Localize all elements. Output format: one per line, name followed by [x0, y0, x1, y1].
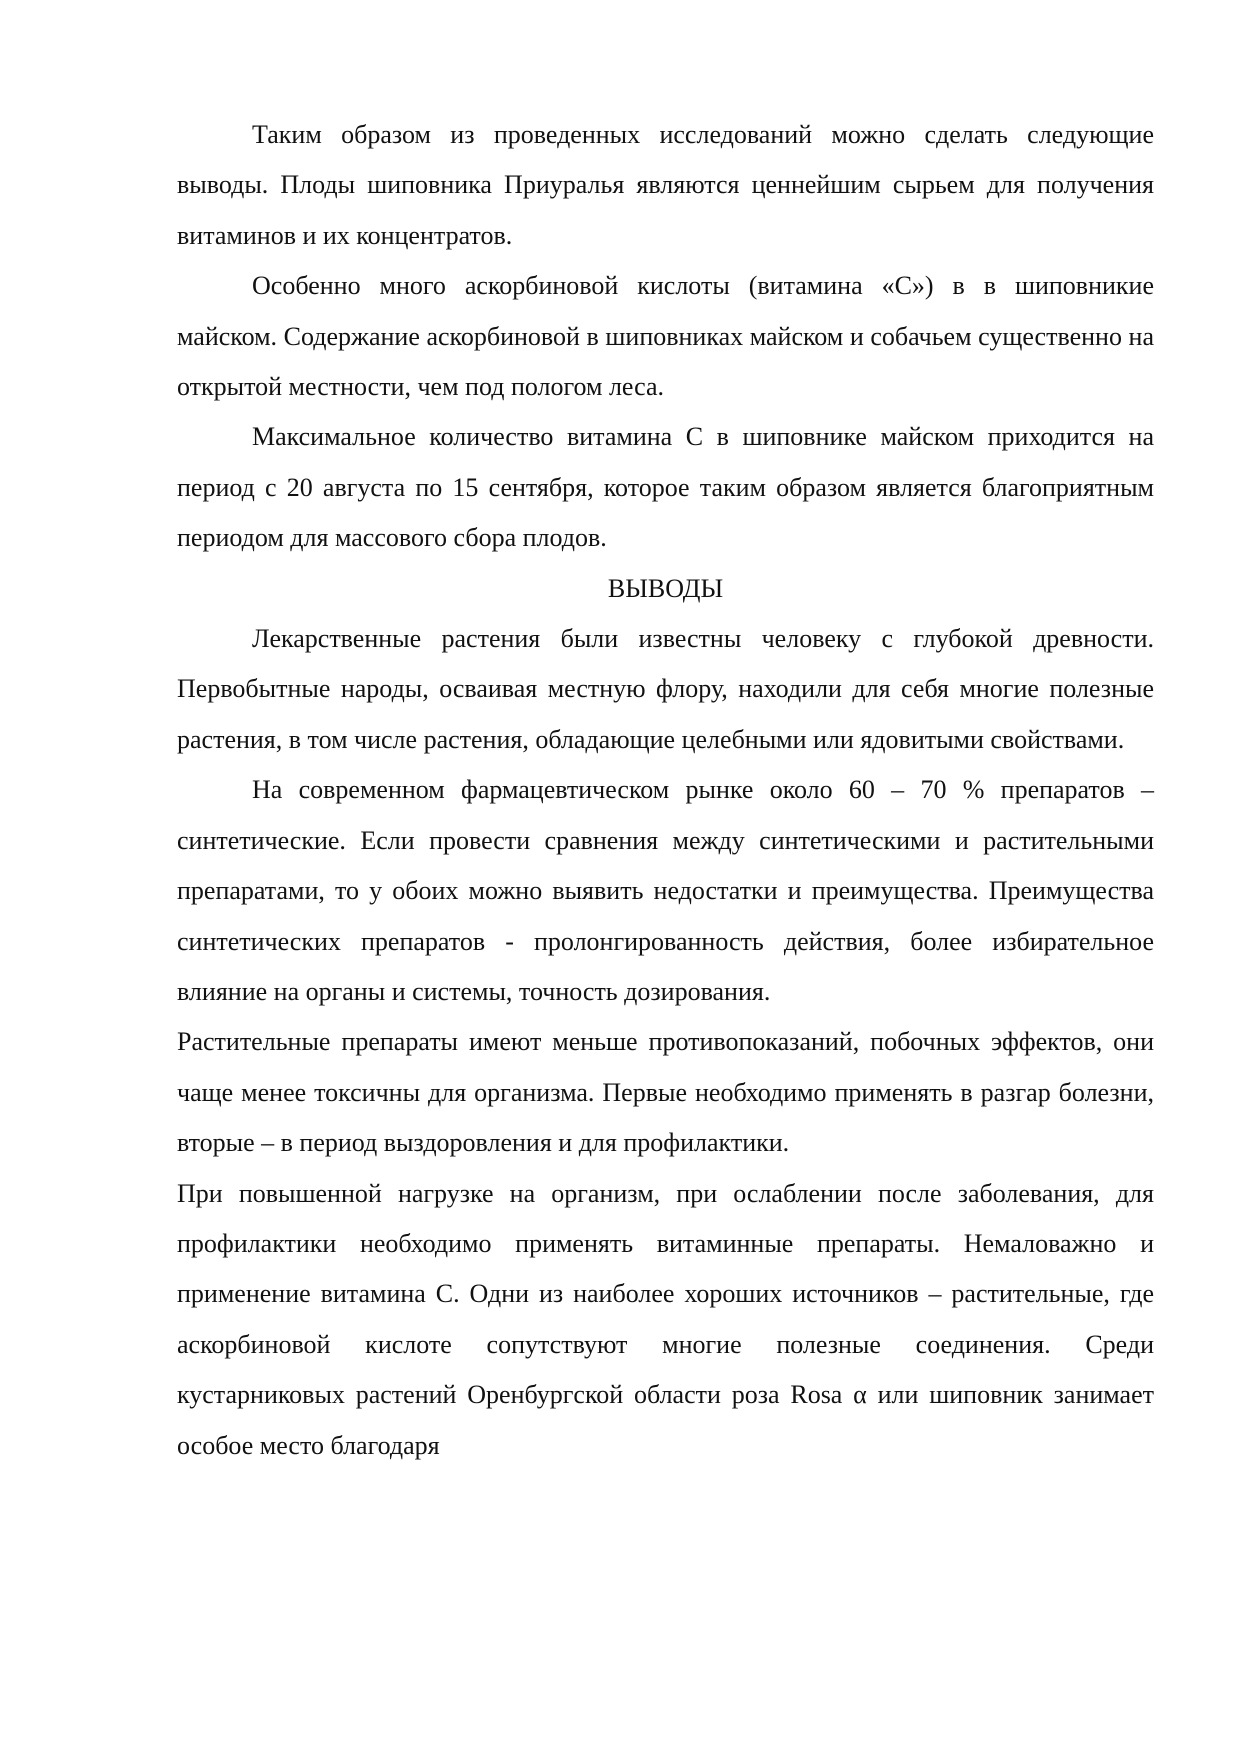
paragraph-ascorbic-acid: Особенно много аскорбиновой кислоты (витамина «С») в в шиповникие майском. Содержание аскорбиновой в шиповниках майском и собачьем существенно на открытой местности, чем под пологом леса.	[177, 271, 1154, 402]
paragraph-vitamin-preparations: При повышенной нагрузке на организм, при ослаблении после заболевания, для профилактики необходимо применять витаминные препараты. Немаловажно и применение витамина С. Одни из наиболее хороших источников – растительные, где аскорбиновой кислоте сопутствуют многие полезные соединения. Среди кустарниковых растений Оренбургской области роза Rosa α или шиповник занимает особое место благодаря	[177, 1178, 1154, 1460]
paragraph-conclusions-intro: Таким образом из проведенных исследований можно сделать следующие выводы. Плоды шиповника Приуралья являются ценнейшим сырьем для получения витаминов и их концентратов.	[177, 120, 1154, 250]
paragraph-herbal-preparations: Растительные препараты имеют меньше противопоказаний, побочных эффектов, они чаще менее токсичны для организма. Первые необходимо применять в разгар болезни, вторые – в период выздоровления и для профилактики.	[177, 1027, 1154, 1158]
paragraph-vitamin-c-period: Максимальное количество витамина С в шиповнике майском приходится на период с 20 августа по 15 сентября, которое таким образом является благоприятным периодом для массового сбора плодов.	[177, 422, 1154, 553]
paragraph-pharma-market: На современном фармацевтическом рынке около 60 – 70 % препаратов – синтетические. Если провести сравнения между синтетическими и растительными препаратами, то у обоих можно выявить недостатки и преимущества. Преимущества синтетических препаратов - пролонгированность действия, более избирательное влияние на органы и системы, точность дозирования.	[177, 775, 1154, 1006]
document-page	[177, 110, 1154, 1471]
paragraph-medicinal-plants: Лекарственные растения были известны человеку с глубокой древности. Первобытные народы, осваивая местную флору, находили для себя многие полезные растения, в том числе растения, обладающие целебными или ядовитыми свойствами.	[177, 624, 1154, 754]
section-heading: ВЫВОДЫ	[607, 573, 724, 603]
